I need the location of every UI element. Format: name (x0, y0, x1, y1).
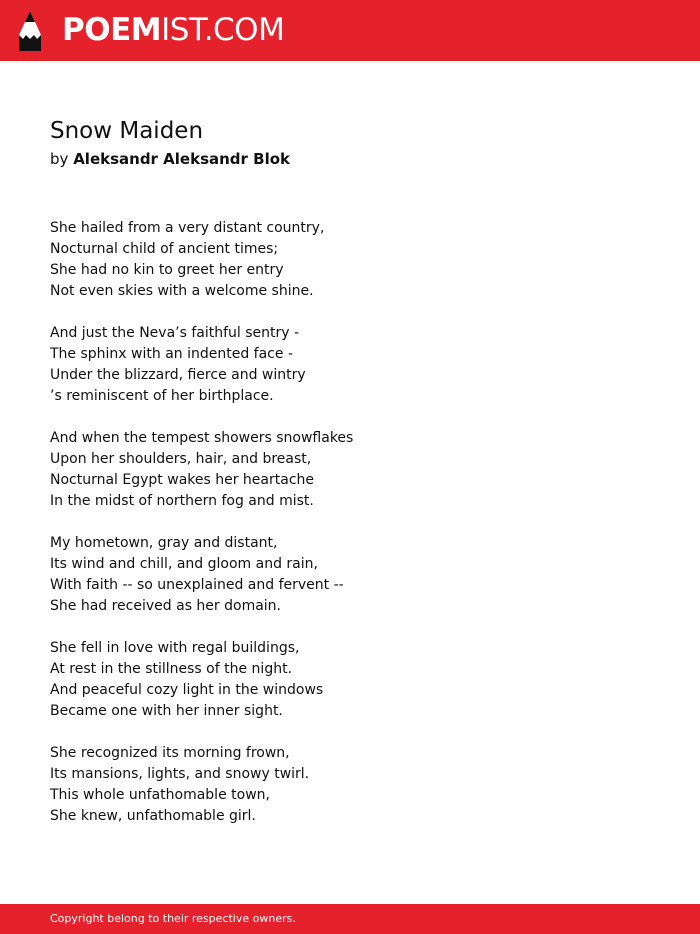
poem-line: Not even skies with a welcome shine. (50, 283, 314, 299)
stanza (50, 323, 650, 407)
poem-line: Nocturnal Egypt wakes her heartache (50, 472, 315, 488)
poem-line: Under the blizzard, fierce and wintry (50, 367, 306, 383)
poem-line: She fell in love with regal buildings, (50, 640, 300, 656)
poem-title: Snow Maiden (50, 118, 204, 144)
site-footer (0, 904, 700, 934)
stanza (50, 533, 650, 617)
poem-line: Its wind and chill, and gloom and rain, (50, 556, 318, 572)
by-label: by (50, 150, 69, 168)
poem-line: She hailed from a very distant country, (50, 220, 325, 236)
poem-line: She recognized its morning frown, (50, 745, 290, 761)
poem-line: In the midst of northern fog and mist. (50, 493, 314, 509)
pencil-tip-icon (18, 10, 42, 52)
poem-line: She knew, unfathomable girl. (50, 808, 256, 824)
copyright-notice: Copyright belong to their respective owners. (50, 912, 296, 925)
site-header (0, 0, 700, 61)
poem-line: She had received as her domain. (50, 598, 282, 614)
poem-line: And when the tempest showers snowflakes (50, 430, 354, 446)
logo-brand-bold: POEM (62, 12, 162, 48)
byline (50, 148, 290, 170)
poem-line: At rest in the stillness of the night. (50, 661, 293, 677)
poem-line: Its mansions, lights, and snowy twirl. (50, 766, 310, 782)
logo-brand-light: IST.COM (161, 12, 285, 48)
stanza (50, 743, 650, 827)
poem-line: This whole unfathomable town, (50, 787, 270, 803)
poem-line: Became one with her inner sight. (50, 703, 283, 719)
site-logo[interactable] (62, 12, 284, 48)
poem-line: ’s reminiscent of her birthplace. (50, 388, 274, 404)
poem-line: Nocturnal child of ancient times; (50, 241, 279, 257)
poem-line: My hometown, gray and distant, (50, 535, 278, 551)
poem-body (50, 218, 650, 848)
stanza (50, 428, 650, 512)
author-name: Aleksandr Aleksandr Blok (73, 150, 291, 168)
poem-line: The sphinx with an indented face - (50, 346, 293, 362)
poem-line: She had no kin to greet her entry (50, 262, 284, 278)
poem-line: And peaceful cozy light in the windows (50, 682, 324, 698)
poem-line: With faith -- so unexplained and fervent -- (50, 577, 344, 593)
poem-line: And just the Neva’s faithful sentry - (50, 325, 300, 341)
poem-line: Upon her shoulders, hair, and breast, (50, 451, 312, 467)
stanza (50, 218, 650, 302)
stanza (50, 638, 650, 722)
